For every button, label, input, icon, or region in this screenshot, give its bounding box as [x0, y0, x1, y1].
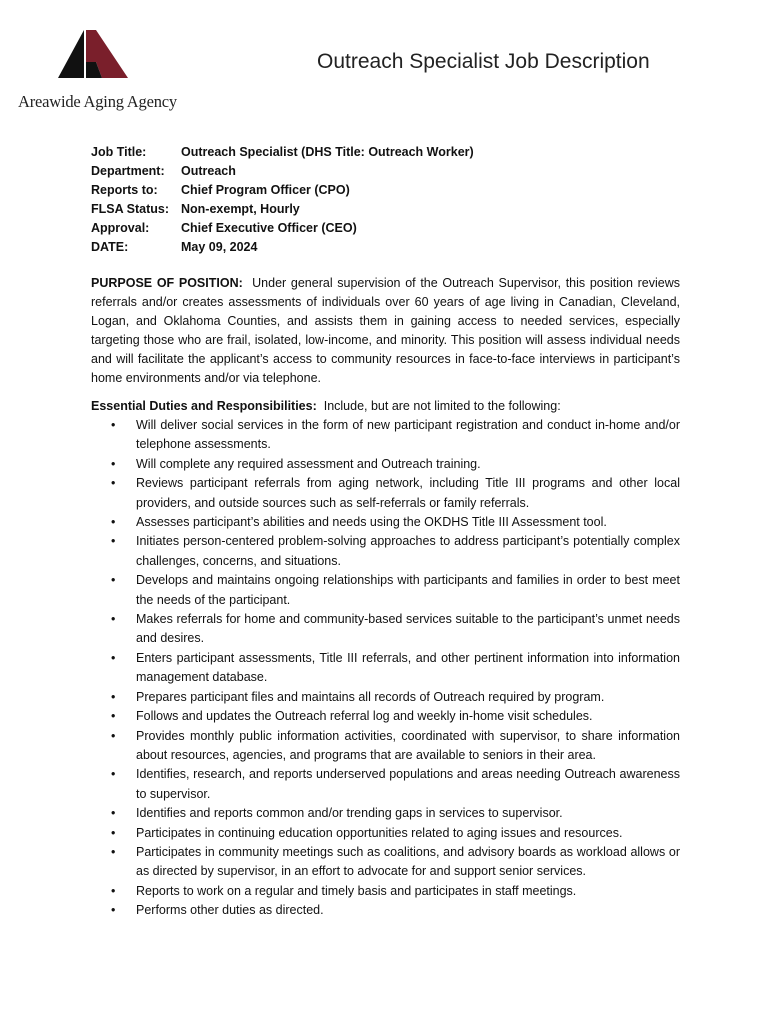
duty-item: [91, 843, 680, 882]
duty-item: [91, 707, 680, 726]
meta-label: Reports to:: [91, 183, 158, 197]
duty-text: Performs other duties as directed.: [136, 903, 324, 918]
duties-list: [91, 416, 680, 921]
duty-text: Reviews participant referrals from aging network, including Title III programs and other local providers, and outside sources such as self-referrals or family referrals.: [136, 476, 680, 510]
meta-value: Non-exempt, Hourly: [181, 202, 300, 216]
duty-item: [91, 532, 680, 571]
agency-logo: [18, 26, 178, 116]
duty-text: Develops and maintains ongoing relationships with participants and families in order to best meet the needs of the participant.: [136, 573, 680, 607]
duty-item: [91, 455, 680, 474]
meta-value: May 09, 2024: [181, 240, 258, 254]
duty-text: Will complete any required assessment and Outreach training.: [136, 456, 481, 471]
bullet-icon: •: [111, 903, 116, 918]
duty-text: Participates in community meetings such as coalitions, and advisory boards as workload allows or as directed by supervisor, in an effort to advocate for and support senior services.: [136, 844, 680, 879]
purpose-paragraph: [91, 274, 680, 388]
meta-label: Job Title:: [91, 145, 147, 159]
duty-item: [91, 571, 680, 610]
duties-heading: [91, 397, 691, 416]
purpose-text: Under general supervision of the Outreach Supervisor, this position reviews referrals and/or creates assessments of individuals over 60 years of age living in Canadian, Cleveland, Logan, and Oklahoma Counties, and assists them in gaining access to needed services, especially targeting those who are frail, isolated, low-income, and minority. This position will assess individual needs and will facilitate the applicant’s access to community resources in face-to-face interviews in participant’s home environments and/or via telephone.: [91, 276, 680, 385]
duty-text: Prepares participant files and maintains all records of Outreach required by program.: [136, 689, 605, 704]
bullet-icon: •: [111, 844, 116, 859]
bullet-icon: •: [111, 883, 116, 898]
meta-value: Chief Program Officer (CPO): [181, 183, 350, 197]
duty-item: [91, 610, 680, 649]
duty-text: Participates in continuing education opportunities related to aging issues and resources.: [136, 825, 623, 840]
duty-item: [91, 882, 680, 901]
duty-item: [91, 727, 680, 766]
duty-item: [91, 474, 680, 513]
duties-label: Essential Duties and Responsibilities:: [91, 399, 317, 413]
bullet-icon: •: [111, 515, 116, 530]
bullet-icon: •: [111, 418, 116, 432]
bullet-icon: •: [111, 573, 116, 588]
meta-value: Outreach Specialist (DHS Title: Outreach Worker): [181, 145, 474, 159]
document-title: Outreach Specialist Job Description: [317, 50, 650, 73]
duty-item: [91, 901, 680, 920]
duty-text: Follows and updates the Outreach referral log and weekly in-home visit schedules.: [136, 709, 593, 724]
purpose-label: PURPOSE OF POSITION:: [91, 276, 243, 290]
bullet-icon: •: [111, 689, 116, 704]
duty-text: Enters participant assessments, Title III referrals, and other pertinent information into information management database.: [136, 650, 680, 685]
bullet-icon: •: [111, 650, 116, 665]
duty-item: [91, 804, 680, 823]
duty-text: Makes referrals for home and community-based services suitable to the participant’s unmet needs and desires.: [136, 612, 680, 646]
meta-label: Approval:: [91, 221, 150, 235]
duty-item: [91, 824, 680, 843]
bullet-icon: •: [111, 612, 116, 627]
bullet-icon: •: [111, 825, 116, 840]
agency-name: Areawide Aging Agency: [18, 92, 177, 111]
duty-text: Identifies, research, and reports underserved populations and areas needing Outreach awareness to supervisor.: [136, 767, 680, 801]
agency-logo-mark: [56, 26, 130, 80]
bullet-icon: •: [111, 456, 116, 471]
bullet-icon: •: [111, 728, 116, 743]
meta-label: FLSA Status:: [91, 202, 170, 216]
bullet-icon: •: [111, 534, 116, 549]
duty-text: Will deliver social services in the form of new participant registration and conduct in-home and/or telephone assessments.: [136, 418, 680, 452]
duty-item: [91, 649, 680, 688]
meta-value: Outreach: [181, 164, 236, 178]
duty-text: Identifies and reports common and/or trending gaps in services to supervisor.: [136, 806, 563, 821]
meta-label: Department:: [91, 164, 165, 178]
meta-label: DATE:: [91, 240, 129, 254]
duty-item: [91, 513, 680, 532]
duty-item: [91, 765, 680, 804]
duty-item: [91, 688, 680, 707]
duty-text: Reports to work on a regular and timely basis and participates in staff meetings.: [136, 883, 577, 898]
bullet-icon: •: [111, 806, 116, 821]
bullet-icon: •: [111, 709, 116, 724]
meta-value: Chief Executive Officer (CEO): [181, 221, 357, 235]
duty-item: [91, 416, 680, 455]
bullet-icon: •: [111, 767, 116, 782]
bullet-icon: •: [111, 476, 116, 491]
duties-intro: Include, but are not limited to the following:: [323, 399, 561, 413]
duty-text: Provides monthly public information activities, coordinated with supervisor, to share information about resources, agencies, and programs that are available to seniors in their area.: [136, 728, 680, 762]
duty-text: Assesses participant’s abilities and needs using the OKDHS Title III Assessment tool.: [136, 515, 607, 530]
duty-text: Initiates person-centered problem-solving approaches to address participant’s potentially complex challenges, concerns, and situations.: [136, 534, 680, 568]
